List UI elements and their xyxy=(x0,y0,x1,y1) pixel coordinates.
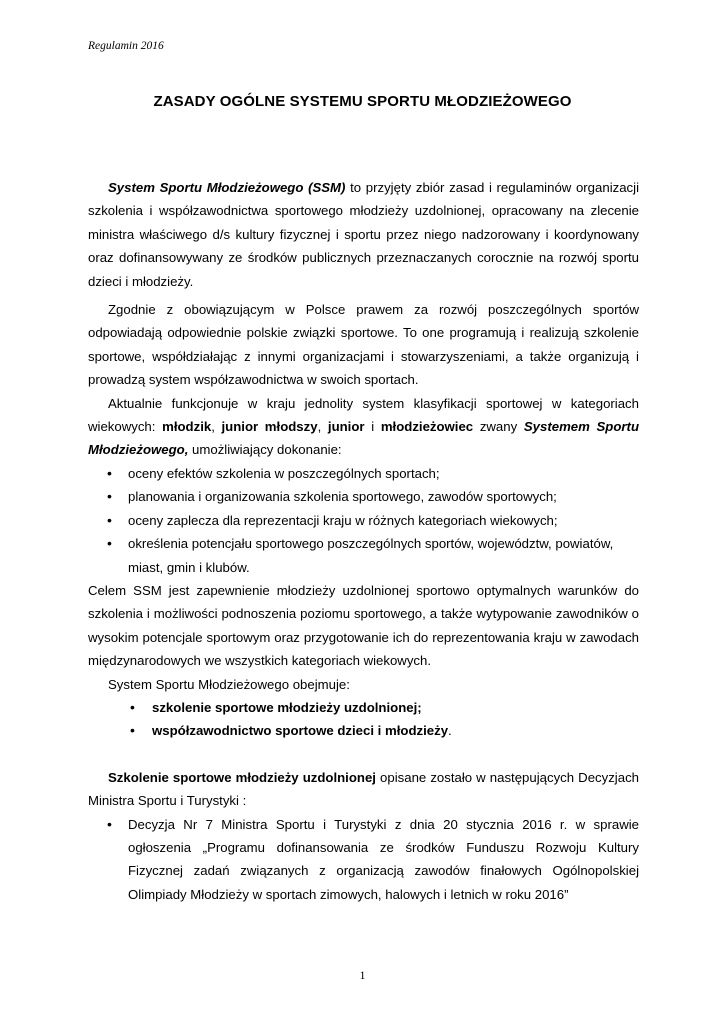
list-item: • Decyzja Nr 7 Ministra Sportu i Turystyki z dnia 20 stycznia 2016 r. w sprawie ogłoszenia „Programu dofinansowania ze środków Funduszu Rozwoju Kultury Fizycznej zadań związanych z organizacją zawodów finałowych Ogólnopolskiej Olimpiady Młodzieży w sportach zimowych, halowych i letnich w roku 2016” xyxy=(128,813,639,907)
category-junior: junior xyxy=(327,419,365,435)
paragraph-text: Aktualnie funkcjonuje w kraju jednolity system klasyfikacji sportowej w kategoriach wiekowych: xyxy=(88,395,639,435)
purpose-list xyxy=(88,462,639,579)
list-item: • oceny zaplecza dla reprezentacji kraju w różnych kategoriach wiekowych; xyxy=(128,509,639,532)
category-mlodzik: młodzik xyxy=(162,419,212,435)
running-header: Regulamin 2016 xyxy=(88,40,164,52)
list-item xyxy=(152,696,639,719)
paragraph-ssm-definition xyxy=(88,176,639,293)
ssm-term-inline: Systemem Sportu Młodzieżowego, xyxy=(88,419,639,458)
scope-list xyxy=(88,696,639,743)
separator: zwany xyxy=(473,419,524,435)
paragraph-bold-lead: Szkolenie sportowe młodzieży uzdolnionej xyxy=(108,769,376,785)
page-number: 1 xyxy=(359,968,366,982)
decisions-list xyxy=(88,813,639,907)
list-item xyxy=(152,719,639,742)
paragraph-goal: Celem SSM jest zapewnienie młodzieży uzdolnionej sportowo optymalnych warunków do szkolenia i możliwości podnoszenia poziomu sportowego, a także wytypowanie zawodników o wysokim potencjale sportowym oraz przygotowanie ich do reprezentowania kraju w zawodach międzynarodowych we wszystkich kategoriach wiekowych. xyxy=(88,582,639,669)
separator: , xyxy=(211,419,222,435)
page-title: ZASADY OGÓLNE SYSTEMU SPORTU MŁODZIEŻOWEGO xyxy=(153,93,572,110)
list-item-bold: współzawodnictwo sportowe dzieci i młodzieży xyxy=(152,723,449,739)
document-body xyxy=(88,176,639,906)
category-junior-mlodszy: junior młodszy xyxy=(221,419,318,435)
list-item: • określenia potencjału sportowego poszczególnych sportów, województw, powiatów, miast, gmin i klubów. xyxy=(128,532,639,579)
paragraph-text: opisane zostało w następujących Decyzjach Ministra Sportu i Turystyki : xyxy=(88,769,640,809)
paragraph-training-decisions xyxy=(88,766,639,813)
paragraph-classification xyxy=(88,392,639,462)
category-mlodziezowiec: młodzieżowiec xyxy=(380,419,474,435)
list-item: • planowania i organizowania szkolenia sportowego, zawodów sportowych; xyxy=(128,485,639,508)
separator: , xyxy=(317,419,328,435)
paragraph-text: umożliwiający dokonanie: xyxy=(188,442,342,458)
separator: i xyxy=(364,419,381,435)
list-item-suffix: . xyxy=(448,723,452,739)
paragraph-scope-intro: System Sportu Młodzieżowego obejmuje: xyxy=(108,676,350,692)
paragraph-text: to przyjęty zbiór zasad i regulaminów organizacji szkolenia i współzawodnictwa sportowego młodzieży uzdolnionej, opracowany na zlecenie ministra właściwego d/s kultury fizycznej i sportu przez niego nadzorowany i koordynowany oraz dofinansowywany ze środków publicznych przeznaczanych corocznie na rozwój sportu dzieci i młodzieży. xyxy=(88,180,639,289)
paragraph-law: Zgodnie z obowiązującym w Polsce prawem za rozwój poszczególnych sportów odpowiadają odpowiednie polskie związki sportowe. To one programują i realizują szkolenie sportowe, współdziałając z innymi organizacjami i stowarzyszeniami, a także organizują i prowadzą system współzawodnictwa w swoich sportach. xyxy=(88,302,639,388)
ssm-term: System Sportu Młodzieżowego (SSM) xyxy=(108,180,346,195)
list-item-bold: szkolenie sportowe młodzieży uzdolnionej; xyxy=(152,699,422,715)
list-item: • oceny efektów szkolenia w poszczególnych sportach; xyxy=(128,462,639,485)
